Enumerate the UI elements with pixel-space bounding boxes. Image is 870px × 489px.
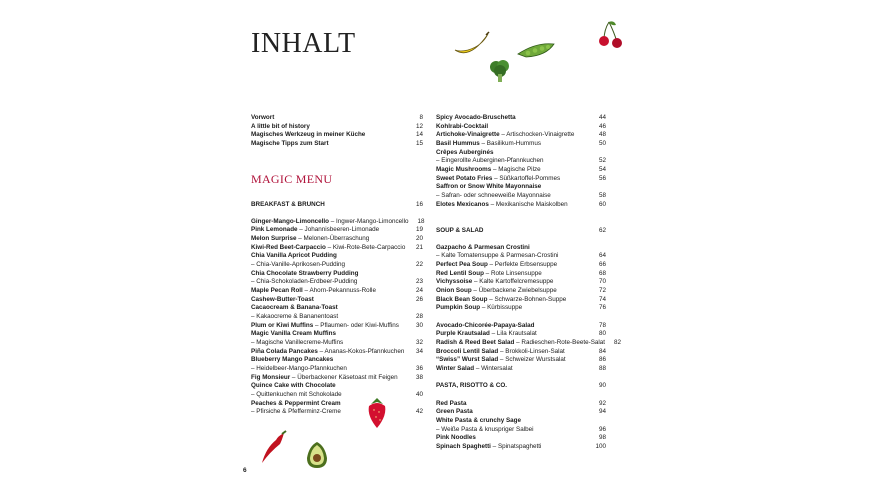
toc-entry-title: Vichyssoise – Kalte Kartoffelcremesuppe <box>436 278 554 286</box>
avocado-icon <box>303 440 331 470</box>
toc-entry <box>436 157 606 166</box>
toc-entry <box>436 114 606 123</box>
toc-entry-page <box>590 149 606 158</box>
toc-entry-page: 68 <box>598 269 606 277</box>
toc-entry-title: Plum or Kiwi Muffins – Pflaumen- oder Kiwi-Muffins <box>251 321 399 329</box>
toc-entry <box>251 304 423 313</box>
toc-entry-page: 22 <box>415 261 423 269</box>
toc-entry-page: 62 <box>598 226 606 234</box>
toc-entry <box>251 278 423 287</box>
toc-entry-page: 46 <box>598 122 606 130</box>
toc-entry-title: – Pfirsiche & Pfefferminz-Creme <box>251 408 341 416</box>
toc-entry <box>251 382 423 391</box>
toc-entry-title: Kohlrabi-Cocktail <box>436 122 489 130</box>
toc-entry-title: Peaches & Peppermint Cream <box>251 399 341 407</box>
toc-entry <box>251 252 423 261</box>
toc-entry-title: Green Pasta <box>436 408 473 416</box>
toc-entry <box>251 140 423 149</box>
toc-entry-page: 72 <box>598 287 606 295</box>
toc-entry <box>251 287 423 296</box>
toc-entry-page: 23 <box>415 278 423 286</box>
toc-entry-page: 64 <box>598 252 606 260</box>
toc-entry-page: 36 <box>415 364 423 372</box>
toc-entry-title: Ginger-Mango-Limoncello – Ingwer-Mango-Limoncello <box>251 217 409 225</box>
toc-entry-title: Red Lentil Soup – Rote Linsensuppe <box>436 269 542 277</box>
toc-entry-title: Winter Salad – Wintersalat <box>436 364 513 372</box>
toc-entry-page: 16 <box>415 200 423 208</box>
toc-entry <box>251 391 423 400</box>
toc-entry <box>436 131 606 140</box>
toc-entry <box>436 365 606 374</box>
toc-entry <box>436 426 606 435</box>
toc-entry-page: 56 <box>598 174 606 182</box>
toc-entry-title: – Chia-Vanille-Aprikosen-Pudding <box>251 261 346 269</box>
toc-entry-page: 74 <box>598 295 606 303</box>
toc-entry-page: 24 <box>415 287 423 295</box>
toc-entry-page: 48 <box>598 131 606 139</box>
toc-entry <box>436 348 606 357</box>
toc-entry-page: 50 <box>598 139 606 147</box>
toc-entry-title: – Weiße Pasta & knuspriger Salbei <box>436 425 534 433</box>
toc-entry-page <box>407 400 423 409</box>
toc-entry-page: 90 <box>598 382 606 390</box>
toc-entry <box>436 356 606 365</box>
toc-entry <box>436 296 606 305</box>
toc-entry-title: Piña Colada Pancakes – Ananas-Kokos-Pfannkuchen <box>251 347 405 355</box>
toc-entry-title: – Quittenkuchen mit Schokolade <box>251 390 342 398</box>
toc-entry-page: 82 <box>614 339 622 347</box>
toc-entry-page: 30 <box>415 321 423 329</box>
toc-entry-title: Magische Tipps zum Start <box>251 139 329 147</box>
toc-entry <box>436 270 606 279</box>
toc-entry <box>436 330 606 339</box>
toc-entry <box>251 365 423 374</box>
toc-entry-title: – Kalte Tomatensuppe & Parmesan-Crostini <box>436 252 559 260</box>
toc-entry <box>251 330 423 339</box>
page-number: 6 <box>243 467 247 474</box>
toc-entry-title: Radish & Reed Beet Salad – Radieschen-Rote-Beete-Salat <box>436 339 606 347</box>
toc-entry-page: 20 <box>415 235 423 243</box>
toc-entry-title: Saffron or Snow White Mayonnaise <box>436 183 542 191</box>
toc-entry <box>251 400 423 409</box>
toc-entry <box>251 123 423 132</box>
toc-entry-page <box>590 183 606 192</box>
toc-entry-title: Melon Surprise – Melonen-Überraschung <box>251 235 370 243</box>
toc-entry <box>436 443 606 452</box>
toc-entry-page: 40 <box>415 390 423 398</box>
toc-entry <box>436 261 606 270</box>
toc-entry-title: Magisches Werkzeug in meiner Küche <box>251 131 366 139</box>
toc-entry-page: 38 <box>415 373 423 381</box>
toc-entry-page: 8 <box>419 114 423 121</box>
toc-entry-title: A little bit of history <box>251 122 310 130</box>
toc-entry-title: “Swiss” Wurst Salad – Schweizer Wurstsalat <box>436 356 566 364</box>
toc-entry <box>436 123 606 132</box>
toc-entry-title: Vorwort <box>251 114 275 121</box>
toc-entry <box>436 244 606 253</box>
toc-entry-title: Broccoli Lentil Salad – Brokkoli-Linsen-Salat <box>436 347 565 355</box>
toc-entry <box>251 235 423 244</box>
toc-entry-page <box>407 270 423 279</box>
toc-entry-title: Fig Monsieur – Überbackener Käsetoast mit Feigen <box>251 373 398 381</box>
toc-entry-title: Basil Hummus – Basilikum-Hummus <box>436 139 541 147</box>
toc-entry-page: 96 <box>598 425 606 433</box>
toc-entry-page: 18 <box>417 217 425 225</box>
magic-menu-heading: MAGIC MENU <box>251 172 333 186</box>
toc-entry <box>251 348 423 357</box>
cherries-icon <box>596 20 626 50</box>
toc-entry <box>436 304 606 313</box>
toc-entry <box>436 322 606 331</box>
toc-entry-page: 21 <box>415 243 423 251</box>
toc-entry <box>251 261 423 270</box>
toc-entry-page: 76 <box>598 304 606 312</box>
toc-entry-page: 14 <box>415 131 423 139</box>
toc-entry-page <box>590 244 606 253</box>
toc-entry-title: Onion Soup – Überbackene Zwiebelsuppe <box>436 287 557 295</box>
toc-entry-title: Perfect Pea Soup – Perfekte Erbsensuppe <box>436 261 558 269</box>
toc-entry <box>251 296 423 305</box>
toc-entry-page: 70 <box>598 278 606 286</box>
toc-entry <box>436 417 606 426</box>
toc-entry <box>436 339 622 348</box>
toc-entry <box>436 434 606 443</box>
toc-entry-title: Artichoke-Vinaigrette – Artischocken-Vinaigrette <box>436 131 575 139</box>
page-title: INHALT <box>251 28 356 59</box>
toc-entry-title: – Heidelbeer-Mango-Pfannkuchen <box>251 364 347 372</box>
toc-entry-title: Quince Cake with Chocolate <box>251 382 336 390</box>
toc-entry <box>251 339 423 348</box>
toc-entry <box>251 322 423 331</box>
toc-entry <box>436 227 606 236</box>
toc-entry <box>251 226 423 235</box>
toc-entry <box>436 192 606 201</box>
toc-entry-title: Kiwi-Red Beet-Carpaccio – Kiwi-Rote-Bete-Carpaccio <box>251 243 406 251</box>
toc-entry-page: 88 <box>598 364 606 372</box>
toc-entry <box>436 278 606 287</box>
toc-entry-title: Cashew-Butter-Toast <box>251 295 314 303</box>
toc-entry-page: 58 <box>598 191 606 199</box>
toc-entry-title: Sweet Potato Fries – Süßkartoffel-Pommes <box>436 174 561 182</box>
toc-entry-title: – Eingerollte Auberginen-Pfannkuchen <box>436 157 544 165</box>
toc-right-column <box>436 114 622 452</box>
toc-entry-title: Gazpacho & Parmesan Crostini <box>436 243 530 251</box>
toc-entry <box>251 374 423 383</box>
toc-entry-title: – Kakaocreme & Bananentoast <box>251 313 339 321</box>
toc-entry-page: 44 <box>598 114 606 121</box>
toc-entry-title: Elotes Mexicanos – Mexikanische Maiskolben <box>436 200 568 208</box>
toc-entry-title: SOUP & SALAD <box>436 226 484 234</box>
toc-entry-title: Avocado-Chicorée-Papaya-Salad <box>436 321 535 329</box>
toc-entry-title: Cacaocream & Banana-Toast <box>251 304 338 312</box>
toc-entry-title: Purple Krautsalad – Lila Krautsalat <box>436 330 537 338</box>
toc-entry <box>436 175 606 184</box>
toc-entry-title: Chia Vanilla Apricot Pudding <box>251 252 337 260</box>
toc-entry-page <box>407 252 423 261</box>
toc-entry <box>436 382 606 391</box>
toc-entry-title: Blueberry Mango Pancakes <box>251 356 334 364</box>
toc-entry-title: Pumpkin Soup – Kürbissuppe <box>436 304 523 312</box>
toc-entry-page <box>407 356 423 365</box>
toc-entry-title: White Pasta & crunchy Sage <box>436 416 522 424</box>
toc-entry <box>436 201 606 210</box>
toc-entry-page: 84 <box>598 347 606 355</box>
toc-entry-title: – Safran- oder schneeweiße Mayonnaise <box>436 191 551 199</box>
pea-pod-icon <box>516 38 558 60</box>
toc-entry-page: 34 <box>415 347 423 355</box>
toc-entry-page: 100 <box>595 442 606 450</box>
toc-entry <box>436 166 606 175</box>
toc-entry-page: 92 <box>598 399 606 407</box>
toc-entry-title: Pink Lemonade – Johannisbeeren-Limonade <box>251 226 380 234</box>
toc-entry-page: 28 <box>415 313 423 321</box>
toc-entry-page: 80 <box>598 330 606 338</box>
toc-entry-page <box>407 330 423 339</box>
toc-entry <box>436 252 606 261</box>
toc-entry <box>251 131 423 140</box>
chili-icon <box>258 430 288 466</box>
strawberry-icon <box>366 394 388 430</box>
toc-entry-title: Black Bean Soup – Schwarze-Bohnen-Suppe <box>436 295 567 303</box>
toc-entry-page: 60 <box>598 200 606 208</box>
toc-entry-title: Magic Mushrooms – Magische Pilze <box>436 165 541 173</box>
toc-entry-page: 26 <box>415 295 423 303</box>
toc-entry-page: 86 <box>598 356 606 364</box>
toc-entry-title: Pink Noodles <box>436 434 476 442</box>
toc-entry <box>436 287 606 296</box>
toc-entry-page: 94 <box>598 408 606 416</box>
toc-entry-title: Magic Vanilla Cream Muffins <box>251 330 337 338</box>
toc-entry-page: 78 <box>598 321 606 329</box>
toc-entry-title: – Magische Vanillecreme-Muffins <box>251 339 344 346</box>
toc-entry-page: 32 <box>415 339 423 346</box>
toc-entry <box>251 313 423 322</box>
toc-entry-title: Crêpes Auberginés <box>436 148 494 156</box>
toc-entry <box>436 149 606 158</box>
toc-entry-page: 15 <box>415 139 423 147</box>
broccoli-icon <box>487 58 513 84</box>
toc-entry <box>251 356 423 365</box>
toc-entry-title: – Chia-Schokoladen-Erdbeer-Pudding <box>251 278 358 286</box>
toc-entry <box>251 270 423 279</box>
toc-entry <box>251 244 423 253</box>
toc-entry-title: Spinach Spaghetti – Spinatspaghetti <box>436 442 542 450</box>
toc-entry-title: Spicy Avocado-Bruschetta <box>436 114 516 121</box>
toc-entry-title: PASTA, RISOTTO & CO. <box>436 382 508 390</box>
toc-entry <box>251 201 423 210</box>
toc-entry-page: 19 <box>415 226 423 234</box>
toc-entry <box>251 218 423 227</box>
toc-entry-page: 12 <box>415 122 423 130</box>
toc-entry-title: BREAKFAST & BRUNCH <box>251 200 325 208</box>
toc-entry <box>436 408 606 417</box>
toc-entry <box>251 408 423 417</box>
toc-entry-title: Red Pasta <box>436 399 467 407</box>
toc-entry <box>436 183 606 192</box>
toc-left-column <box>251 114 423 417</box>
toc-entry-page: 66 <box>598 261 606 269</box>
toc-entry <box>436 140 606 149</box>
toc-entry-title: Chia Chocolate Strawberry Pudding <box>251 269 359 277</box>
toc-entry-page <box>590 417 606 426</box>
toc-entry-page: 98 <box>598 434 606 442</box>
toc-entry-page: 54 <box>598 165 606 173</box>
toc-entry-page: 42 <box>415 408 423 416</box>
toc-entry-title: Maple Pecan Roll – Ahorn-Pekannuss-Rolle <box>251 287 376 295</box>
toc-entry-page <box>407 382 423 391</box>
toc-entry <box>251 114 423 123</box>
banana-icon <box>452 30 492 60</box>
toc-entry <box>436 400 606 409</box>
toc-entry-page <box>407 304 423 313</box>
toc-entry-page: 52 <box>598 157 606 165</box>
